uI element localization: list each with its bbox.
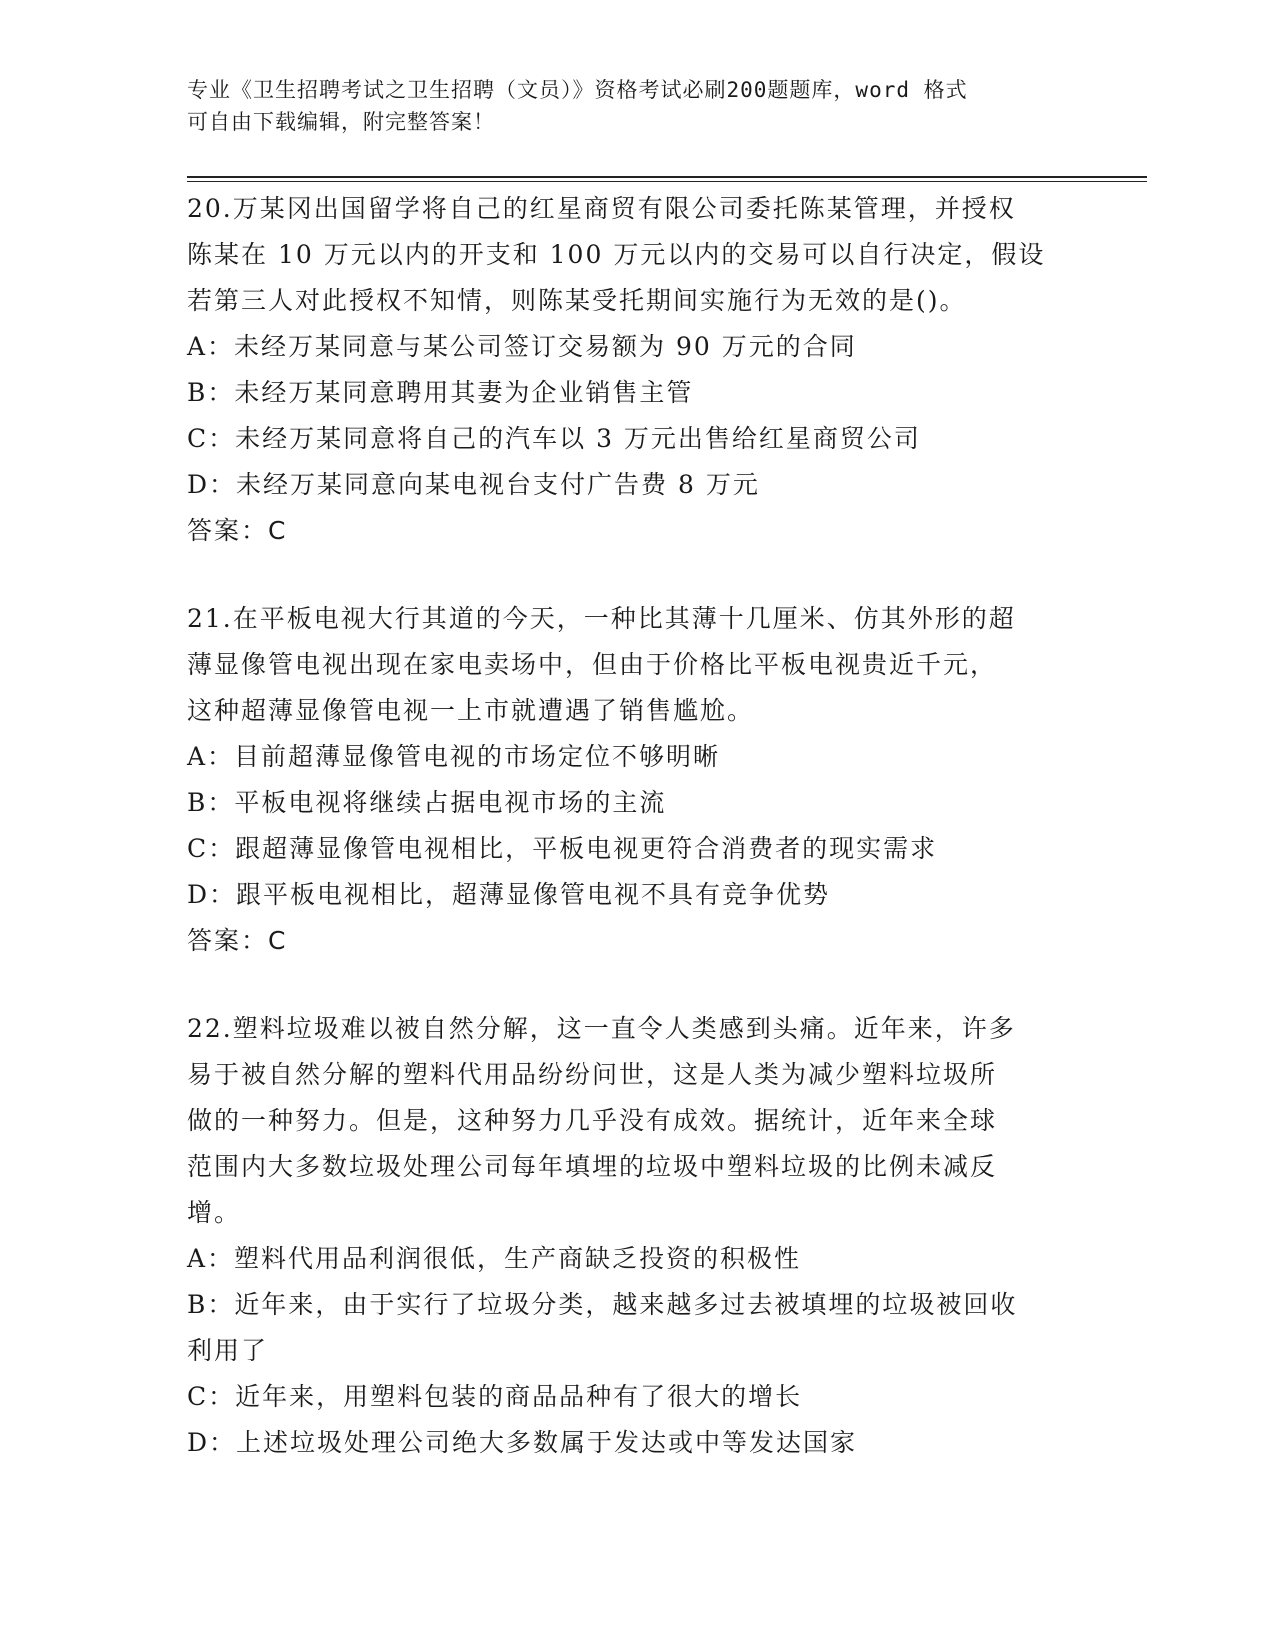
option-list <box>187 324 1067 508</box>
document-header <box>187 74 1067 138</box>
stem-line: 这种超薄显像管电视一上市就遭遇了销售尴尬。 <box>187 696 755 725</box>
stem-line: 陈某在 10 万元以内的开支和 100 万元以内的交易可以自行决定，假设 <box>187 240 1046 269</box>
stem-line: 薄显像管电视出现在家电卖场中，但由于价格比平板电视贵近千元， <box>187 650 998 679</box>
option-a: A：塑料代用品利润很低，生产商缺乏投资的积极性 <box>187 1244 802 1273</box>
header-line-2: 可自由下载编辑，附完整答案！ <box>187 110 495 134</box>
header-divider-thick <box>187 176 1147 178</box>
stem-line: 若第三人对此授权不知情，则陈某受托期间实施行为无效的是()。 <box>187 286 967 315</box>
option-b: B：近年来，由于实行了垃圾分类，越来越多过去被填埋的垃圾被回收 <box>187 1290 1018 1319</box>
question-stem <box>187 1006 1067 1236</box>
question-22 <box>187 1006 1067 1466</box>
stem-line: 范围内大多数垃圾处理公司每年填埋的垃圾中塑料垃圾的比例未减反 <box>187 1152 998 1181</box>
option-c: C：近年来，用塑料包装的商品品种有了很大的增长 <box>187 1382 803 1411</box>
option-b: B：平板电视将继续占据电视市场的主流 <box>187 788 667 817</box>
option-c: C：跟超薄显像管电视相比，平板电视更符合消费者的现实需求 <box>187 834 938 863</box>
option-c: C：未经万某同意将自己的汽车以 3 万元出售给红星商贸公司 <box>187 424 921 453</box>
question-stem <box>187 596 1067 734</box>
answer-label: 答案：C <box>187 926 288 955</box>
option-d: D：未经万某同意向某电视台支付广告费 8 万元 <box>187 470 760 499</box>
question-stem <box>187 186 1067 324</box>
answer-label: 答案：C <box>187 516 288 545</box>
option-b: B：未经万某同意聘用其妻为企业销售主管 <box>187 378 694 407</box>
question-list <box>187 186 1067 1466</box>
stem-line: 21.在平板电视大行其道的今天，一种比其薄十几厘米、仿其外形的超 <box>187 604 1016 633</box>
option-list <box>187 1236 1067 1466</box>
stem-line: 增。 <box>187 1198 242 1227</box>
option-d: D：上述垃圾处理公司绝大多数属于发达或中等发达国家 <box>187 1428 858 1457</box>
option-d: D：跟平板电视相比，超薄显像管电视不具有竞争优势 <box>187 880 831 909</box>
option-a: A：目前超薄显像管电视的市场定位不够明晰 <box>187 742 721 771</box>
option-list <box>187 734 1067 918</box>
option-a: A：未经万某同意与某公司签订交易额为 90 万元的合同 <box>187 332 857 361</box>
header-divider-thin <box>187 181 1147 182</box>
question-21 <box>187 596 1067 964</box>
question-20 <box>187 186 1067 554</box>
header-line-1: 专业《卫生招聘考试之卫生招聘（文员）》资格考试必刷200题题库，word 格式 <box>187 78 968 102</box>
stem-line: 易于被自然分解的塑料代用品纷纷问世，这是人类为减少塑料垃圾所 <box>187 1060 998 1089</box>
stem-line: 20.万某冈出国留学将自己的红星商贸有限公司委托陈某管理，并授权 <box>187 194 1016 223</box>
option-b-continued: 利用了 <box>187 1336 269 1365</box>
stem-line: 22.塑料垃圾难以被自然分解，这一直令人类感到头痛。近年来，许多 <box>187 1014 1016 1043</box>
stem-line: 做的一种努力。但是，这种努力几乎没有成效。据统计，近年来全球 <box>187 1106 998 1135</box>
